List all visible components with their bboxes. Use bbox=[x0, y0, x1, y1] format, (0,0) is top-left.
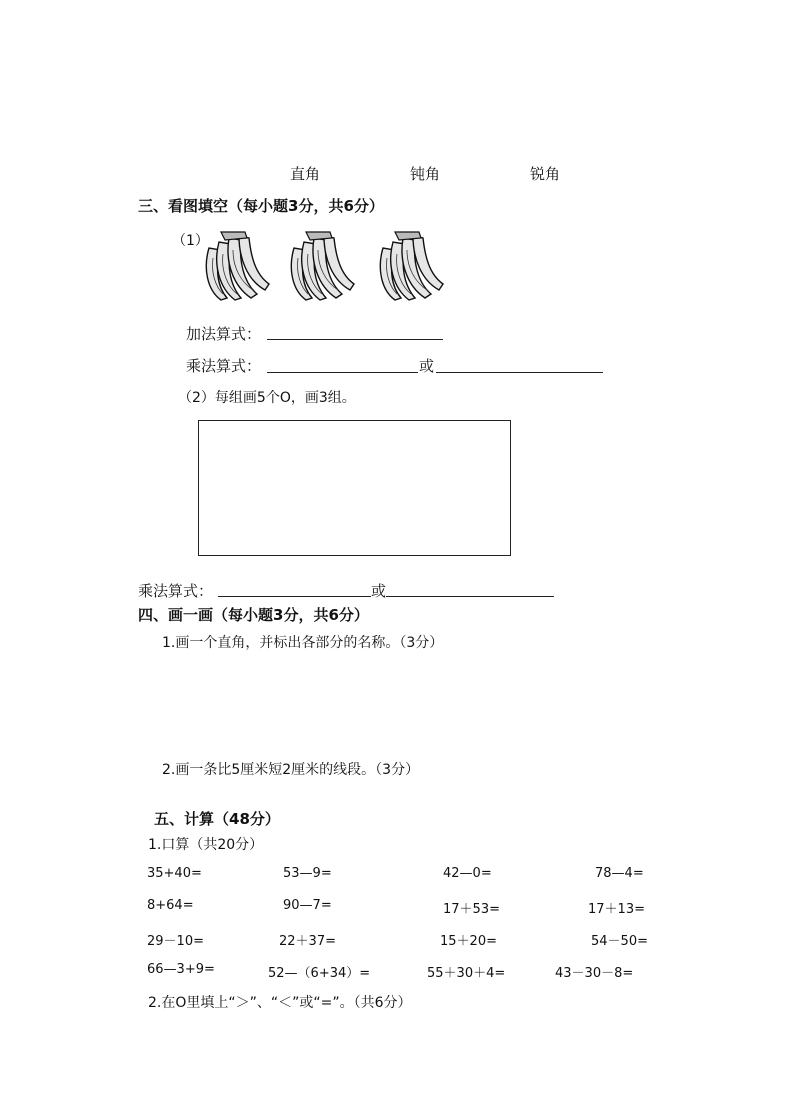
section-5-sub-2: 2.在O里填上“＞”、“＜”或“=”。（共6分） bbox=[148, 995, 412, 1011]
multiplication-label: 乘法算式： bbox=[186, 357, 262, 375]
calc-item: 78—4= bbox=[595, 866, 644, 881]
drawing-box[interactable] bbox=[198, 420, 511, 556]
multiplication-answer-line-1[interactable] bbox=[267, 372, 418, 373]
section-4-question-1: 1.画一个直角，并标出各部分的名称。（3分） bbox=[162, 635, 444, 651]
question-1-label: （1） bbox=[172, 233, 209, 249]
multiplication-answer-line-3[interactable] bbox=[218, 596, 371, 597]
calc-item: 43－30－8= bbox=[555, 966, 634, 981]
calc-item: 8+64= bbox=[147, 898, 194, 913]
calc-item: 22＋37= bbox=[279, 934, 336, 949]
addition-label: 加法算式： bbox=[186, 325, 262, 343]
calc-item: 17＋13= bbox=[588, 902, 645, 917]
calc-item: 42—0= bbox=[443, 866, 492, 881]
or-text-2: 或 bbox=[371, 582, 387, 600]
calc-item: 35+40= bbox=[147, 866, 202, 881]
calc-item: 52—（6+34）= bbox=[268, 966, 371, 981]
section-3-title: 三、看图填空（每小题3分，共6分） bbox=[138, 197, 384, 215]
calc-item: 17＋53= bbox=[443, 902, 500, 917]
angle-label-right: 直角 bbox=[290, 165, 321, 183]
section-5-title: 五、计算（48分） bbox=[154, 810, 280, 828]
banana-bunch-icon bbox=[375, 228, 445, 304]
question-2-text: （2）每组画5个O，画3组。 bbox=[178, 390, 356, 406]
multiplication-answer-line-2[interactable] bbox=[436, 372, 603, 373]
calc-item: 15＋20= bbox=[440, 934, 497, 949]
banana-bunch-icon bbox=[201, 228, 271, 304]
or-text: 或 bbox=[419, 357, 435, 375]
calc-item: 29－10= bbox=[147, 934, 204, 949]
multiplication-answer-line-4[interactable] bbox=[386, 596, 554, 597]
calc-item: 54－50= bbox=[591, 934, 648, 949]
angle-label-obtuse: 钝角 bbox=[410, 165, 441, 183]
calc-item: 90—7= bbox=[283, 898, 332, 913]
banana-bunch-icon bbox=[286, 228, 356, 304]
calc-item: 55＋30＋4= bbox=[427, 966, 506, 981]
angle-label-acute: 锐角 bbox=[530, 165, 561, 183]
section-4-question-2: 2.画一条比5厘米短2厘米的线段。（3分） bbox=[162, 762, 420, 778]
section-4-title: 四、画一画（每小题3分，共6分） bbox=[138, 606, 369, 624]
calc-item: 66—3+9= bbox=[147, 962, 215, 977]
addition-answer-line[interactable] bbox=[267, 339, 443, 340]
calc-item: 53—9= bbox=[283, 866, 332, 881]
section-5-sub-1: 1.口算（共20分） bbox=[148, 837, 264, 853]
multiplication-label-2: 乘法算式： bbox=[138, 582, 214, 600]
